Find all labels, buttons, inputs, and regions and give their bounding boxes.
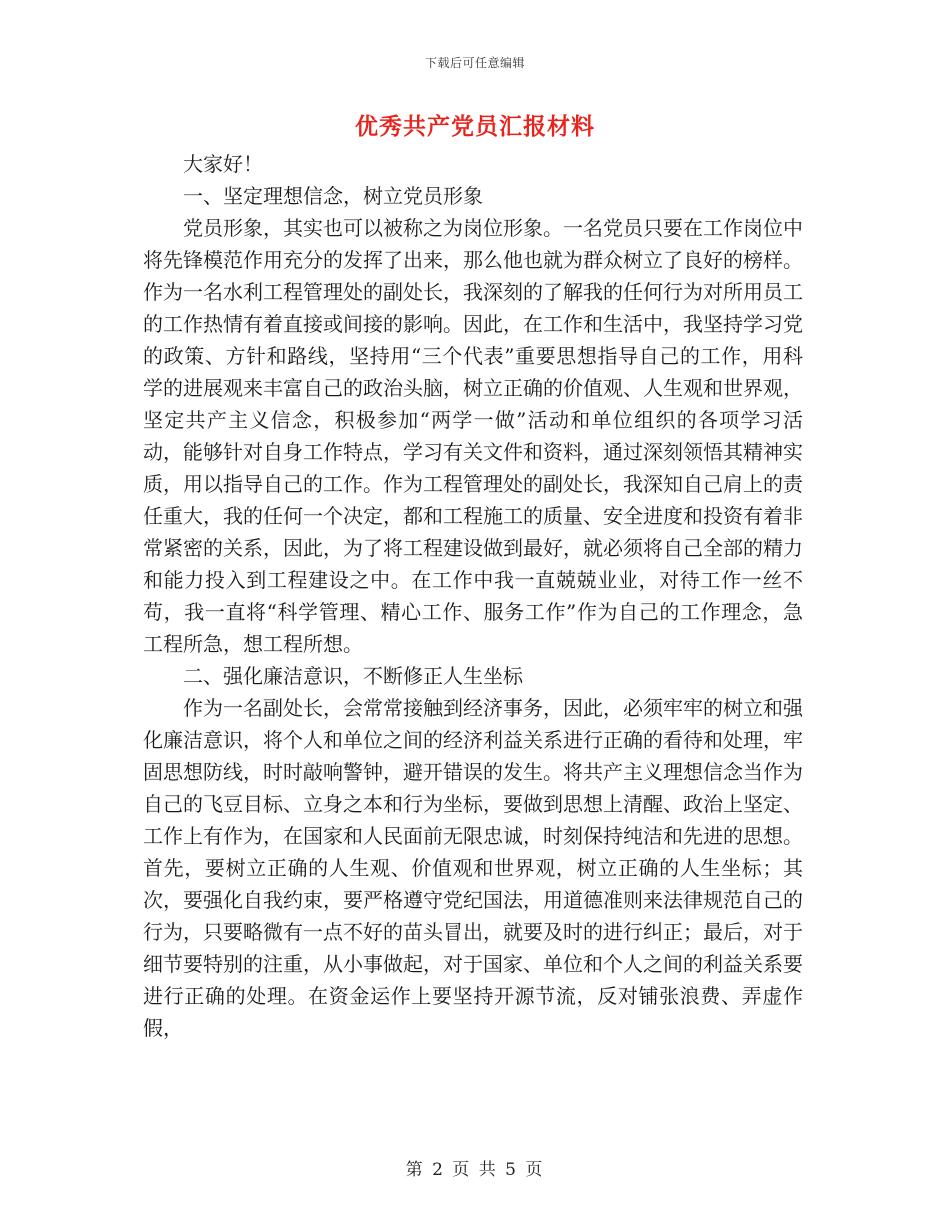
body-paragraph-1: 党员形象，其实也可以被称之为岗位形象。一名党员只要在工作岗位中将先锋模范作用充分的发挥了出来，那么他也就为群众树立了良好的榜样。作为一名水利工程管理处的副处长，我深刻的了解我的任何行为对所用员工的工作热情有着直接或间接的影响。因此，在工作和生活中，我坚持学习党的政策、方针和路线，坚持用“三个代表”重要思想指导自己的工作，用科学的进展观来丰富自己的政治头脑，树立正确的价值观、人生观和世界观，坚定共产主义信念，积极参加“两学一做”活动和单位组织的各项学习活动，能够针对自身工作特点，学习有关文件和资料，通过深刻领悟其精神实质，用以指导自己的工作。作为工程管理处的副处长，我深知自己肩上的责任重大，我的任何一个决定，都和工程施工的质量、安全进度和投资有着非常紧密的关系，因此，为了将工程建设做到最好，就必须将自己全部的精力和能力投入到工程建设之中。在工作中我一直兢兢业业，对待工作一丝不苟，我一直将“科学管理、精心工作、服务工作”作为自己的工作理念，急工程所急，想工程所想。	[143, 216, 803, 656]
document-body	[143, 148, 803, 1044]
document-title: 优秀共产党员汇报材料	[355, 113, 595, 140]
section-heading-2: 二、强化廉洁意识，不断修正人生坐标	[183, 664, 523, 688]
greeting-paragraph: 大家好！	[183, 152, 263, 176]
header-note: 下载后可任意编辑	[424, 56, 525, 70]
body-paragraph-2: 作为一名副处长，会常常接触到经济事务，因此，必须牢牢的树立和强化廉洁意识，将个人和单位之间的经济利益关系进行正确的看待和处理，牢固思想防线，时时敲响警钟，避开错误的发生。将共产主义理想信念当作为自己的飞豆目标、立身之本和行为坐标，要做到思想上清醒、政治上坚定、工作上有作为，在国家和人民面前无限忠诚，时刻保持纯洁和先进的思想。首先，要树立正确的人生观、价值观和世界观，树立正确的人生坐标；其次，要强化自我约束，要严格遵守党纪国法，用道德准则来法律规范自己的行为，只要略微有一点不好的苗头冒出，就要及时的进行纠正；最后，对于细节要特别的注重，从小事做起，对于国家、单位和个人之间的利益关系要进行正确的处理。在资金运作上要坚持开源节流，反对铺张浪费、弄虚作假，	[143, 696, 803, 1040]
section-heading-1: 一、坚定理想信念，树立党员形象	[183, 184, 483, 208]
page-number-footer: 第 2 页 共 5 页	[405, 1160, 545, 1180]
